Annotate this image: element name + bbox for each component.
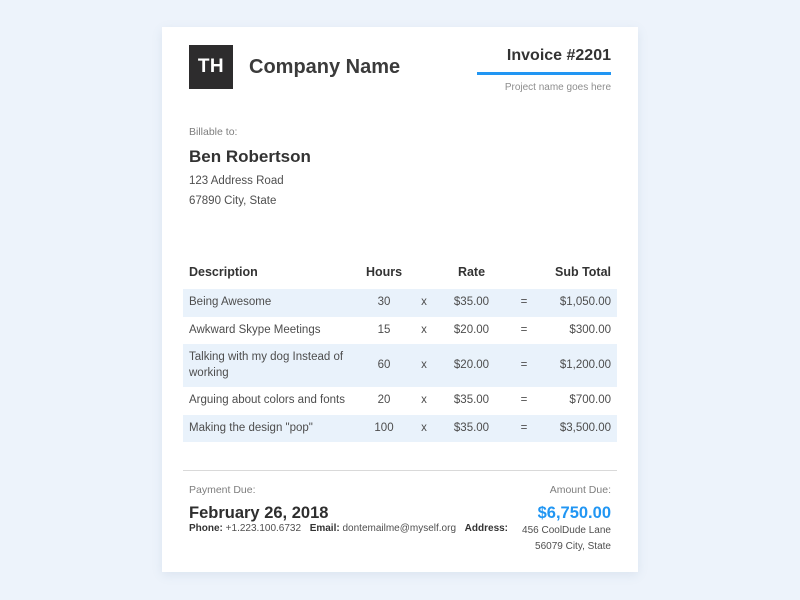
column-header-subtotal: Sub Total: [554, 265, 611, 279]
footer-email: [310, 523, 456, 534]
invoice-header: [189, 27, 611, 93]
billable-address-line1: 123 Address Road: [189, 175, 284, 187]
billable-label: Billable to:: [189, 126, 238, 138]
row-subtotal: $3,500.00: [559, 421, 611, 434]
project-name: Project name goes here: [504, 82, 611, 93]
company-logo: [189, 45, 233, 89]
amount-due-value: $6,750.00: [537, 504, 611, 523]
column-header-rate: Rate: [457, 265, 486, 279]
summary-divider: [183, 470, 617, 471]
row-hours: 60: [377, 358, 391, 371]
row-description: Being Awesome: [189, 296, 272, 308]
multiply-symbol: x: [421, 323, 427, 336]
equals-symbol: =: [520, 394, 528, 407]
row-hours: 30: [377, 296, 391, 308]
row-description: Awkward Skype Meetings: [189, 323, 321, 336]
column-header-description: Description: [189, 265, 258, 279]
table-row: [183, 415, 617, 443]
invoice-number: Invoice #2201: [477, 47, 611, 75]
address-lines: [522, 523, 611, 555]
equals-symbol: =: [520, 323, 528, 336]
row-description: Making the design "pop": [189, 421, 313, 434]
row-subtotal: $300.00: [569, 323, 611, 336]
row-subtotal: $1,200.00: [559, 358, 611, 371]
row-subtotal: $1,050.00: [559, 296, 611, 308]
email-value: dontemailme@myself.org: [342, 523, 457, 535]
company-logo-text: TH: [197, 56, 225, 77]
row-rate: $20.00: [453, 358, 490, 371]
multiply-symbol: x: [421, 394, 427, 407]
equals-symbol: =: [520, 296, 528, 308]
row-description: Arguing about colors and fonts: [189, 394, 345, 407]
row-rate: $35.00: [453, 296, 490, 308]
address-label: Address:: [464, 523, 509, 535]
invoice-card: [162, 27, 638, 572]
address-line1: 456 CoolDude Lane: [522, 525, 611, 537]
phone-value: +1.223.100.6732: [225, 523, 302, 535]
table-header-row: [183, 259, 617, 289]
row-hours: 15: [377, 323, 391, 336]
table-row: [183, 387, 617, 415]
equals-symbol: =: [520, 358, 528, 371]
company-name: Company Name: [249, 55, 401, 78]
equals-symbol: =: [520, 421, 528, 434]
row-rate: $35.00: [453, 394, 490, 407]
table-row: [183, 344, 617, 387]
billable-address-line2: 67890 City, State: [189, 195, 277, 207]
row-rate: $35.00: [453, 421, 490, 434]
row-subtotal: $700.00: [569, 394, 611, 407]
row-rate: $20.00: [453, 323, 490, 336]
footer-phone: [189, 523, 301, 534]
table-row: [183, 317, 617, 345]
summary-section: [189, 484, 611, 523]
phone-label: Phone:: [189, 523, 223, 535]
amount-due-block: [538, 484, 611, 523]
multiply-symbol: x: [421, 296, 427, 308]
payment-due-label: Payment Due:: [189, 484, 256, 497]
row-description: Talking with my dog Instead of working: [189, 351, 344, 379]
line-items-table: [189, 259, 611, 442]
multiply-symbol: x: [421, 421, 427, 434]
email-label: Email:: [309, 523, 340, 535]
row-hours: 20: [377, 394, 391, 407]
footer-address: [465, 523, 611, 555]
company-identity: [189, 45, 400, 89]
billable-name: Ben Robertson: [189, 147, 311, 166]
payment-due-date: February 26, 2018: [189, 504, 329, 523]
invoice-title-block: [477, 47, 611, 93]
address-line2: 56079 City, State: [535, 541, 611, 553]
table-row: [183, 289, 617, 317]
billable-section: [189, 126, 611, 207]
amount-due-label: Amount Due:: [549, 484, 611, 497]
payment-due-block: [189, 484, 328, 523]
row-hours: 100: [374, 421, 394, 434]
column-header-hours: Hours: [365, 265, 403, 279]
multiply-symbol: x: [421, 358, 427, 371]
contact-footer: [189, 523, 611, 555]
